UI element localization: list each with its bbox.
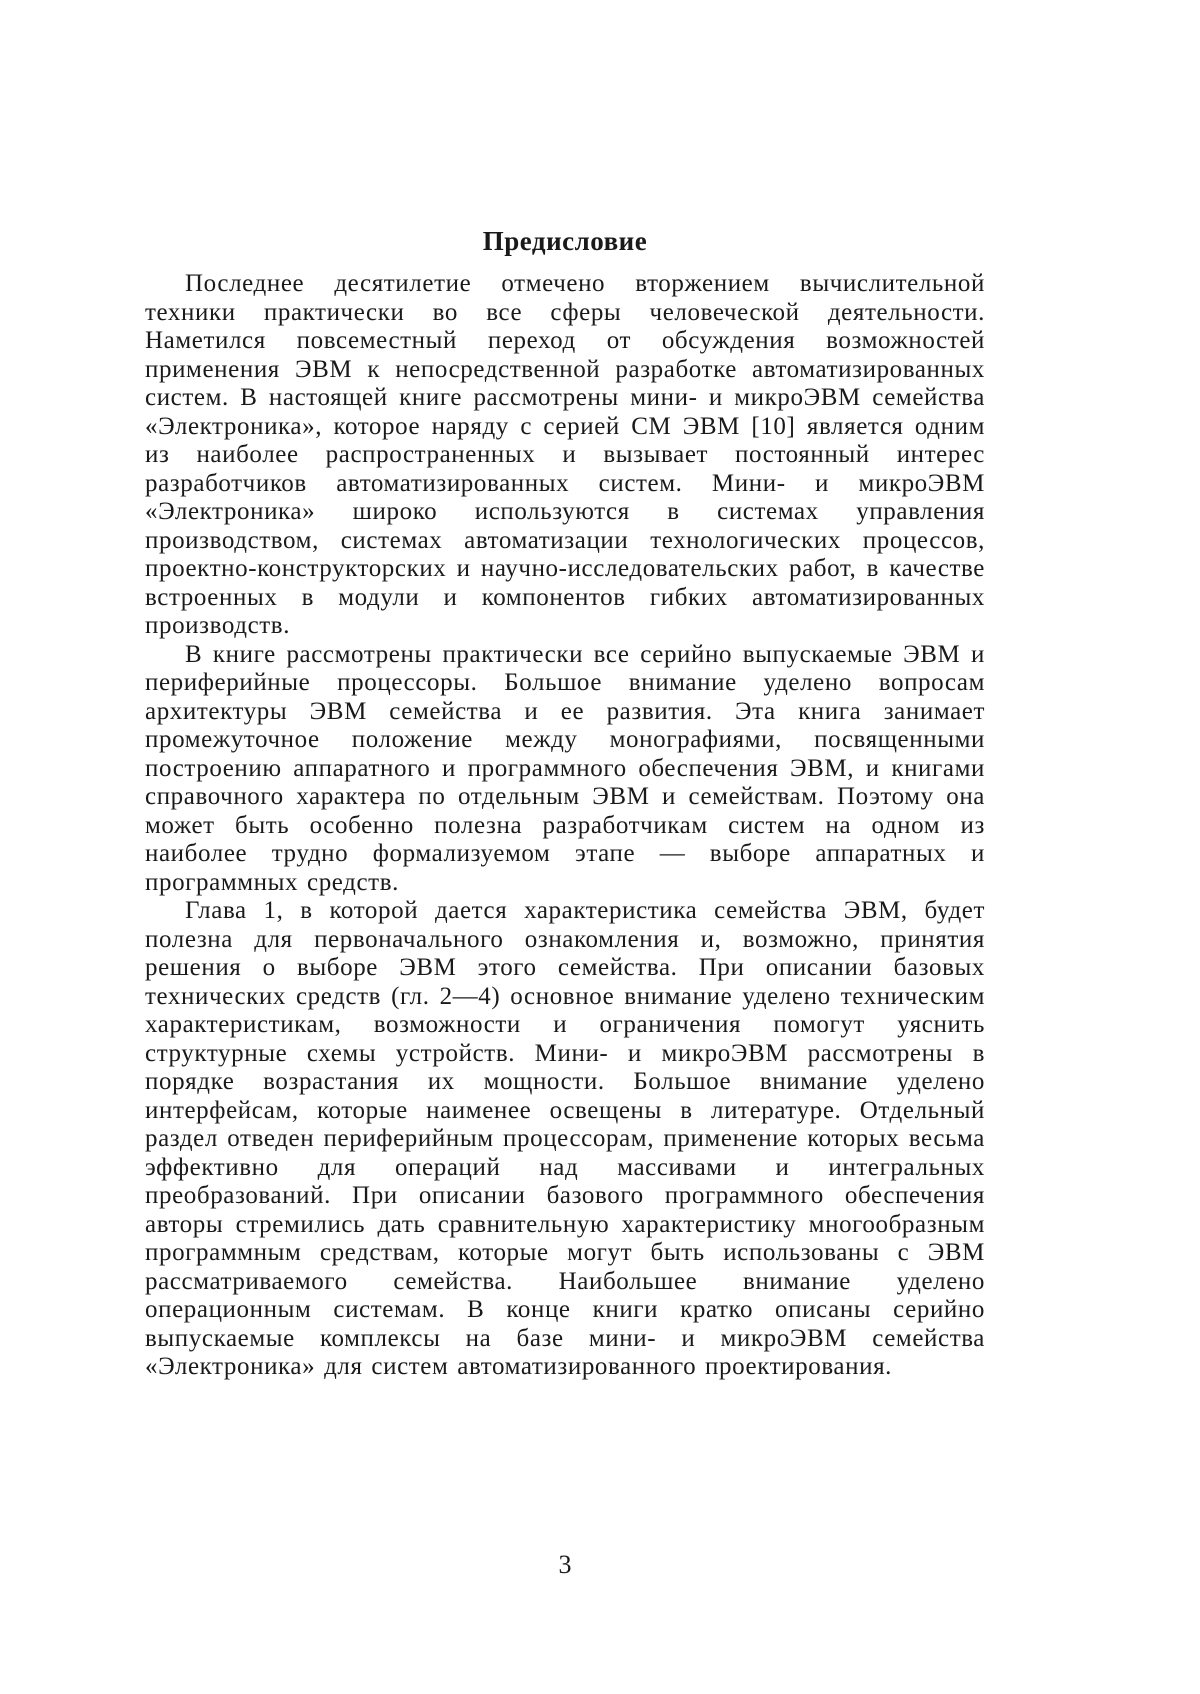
paragraph-1: Последнее десятилетие отмечено вторжением вычислительной техники практически во все сферы человеческой деятельности. Наметился повсеместный переход от обсуждения возможностей применения ЭВМ к непосредственной разработке автоматизированных систем. В настоящей книге рассмотрены мини- и микроЭВМ семейства «Электроника», которое наряду с серией СМ ЭВМ [10] является одним из наиболее распространенных и вызывает постоянный интерес разработчиков автоматизированных систем. Мини- и микроЭВМ «Электроника» широко используются в системах управления производством, системах автоматизации технологических процессов, проектно-конструкторских и научно-исследовательских работ, в качестве встроенных в модули и компонентов гибких автоматизированных производств.	[145, 270, 985, 639]
page-number: 3	[558, 1550, 572, 1579]
paragraph-2: В книге рассмотрены практически все серийно выпускаемые ЭВМ и периферийные процессоры. Большое внимание уделено вопросам архитектуры ЭВМ семейства и ее развития. Эта книга занимает промежуточное положение между монографиями, посвященными построению аппаратного и программного обеспечения ЭВМ, и книгами справочного характера по отдельным ЭВМ и семействам. Поэтому она может быть особенно полезна разработчикам систем на одном из наиболее трудно формализуемом этапе — выборе аппаратных и программных средств.	[145, 640, 985, 896]
paragraph-3: Глава 1, в которой дается характеристика семейства ЭВМ, будет полезна для первоначального ознакомления и, возможно, принятия решения о выборе ЭВМ этого семейства. При описании базовых технических средств (гл. 2—4) основное внимание уделено техническим характеристикам, возможности и ограничения помогут уяснить структурные схемы устройств. Мини- и микроЭВМ рассмотрены в порядке возрастания их мощности. Большое внимание уделено интерфейсам, которые наименее освещены в литературе. Отдельный раздел отведен периферийным процессорам, применение которых весьма эффективно для операций над массивами и интегральных преобразований. При описании базового программного обеспечения авторы стремились дать сравнительную характеристику многообразным программным средствам, которые могут быть использованы с ЭВМ рассматриваемого семейства. Наибольшее внимание уделено операционным системам. В конце книги кратко описаны серийно выпускаемые комплексы на базе мини- и микроЭВМ семейства «Электроника» для систем автоматизированного проектирования.	[145, 897, 985, 1380]
body-text	[145, 270, 985, 1382]
page-title: Предисловие	[482, 226, 648, 256]
